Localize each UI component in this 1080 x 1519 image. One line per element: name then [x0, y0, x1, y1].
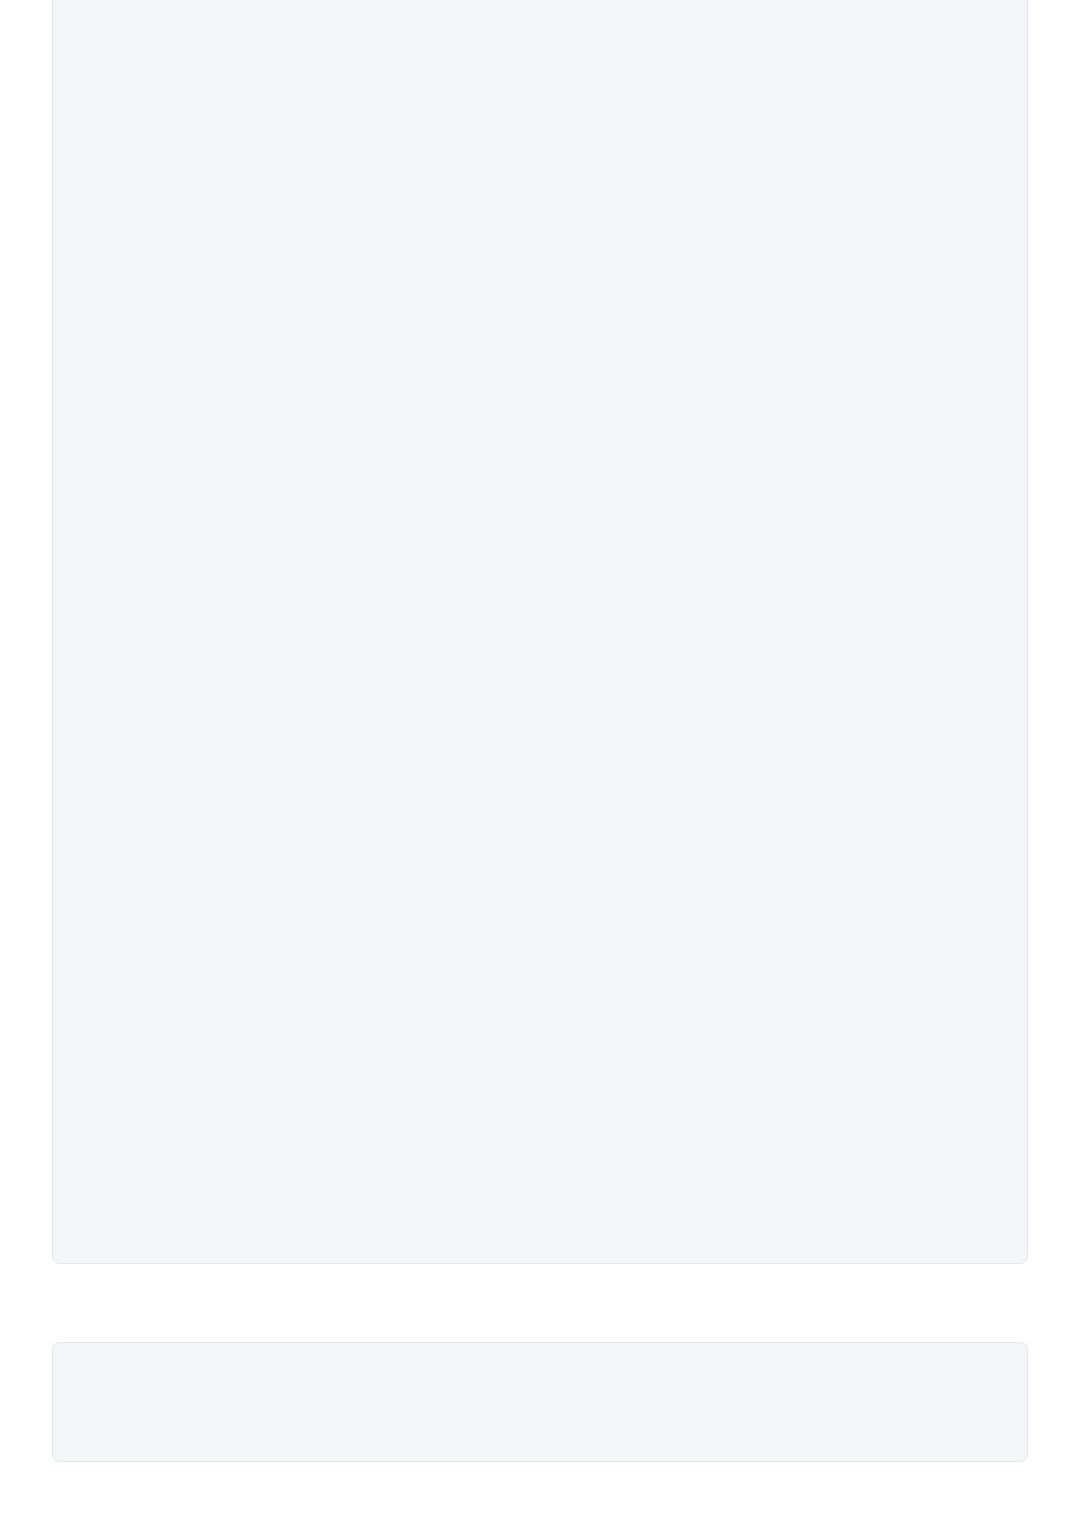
code-line	[53, 1399, 99, 1429]
code-block-output	[52, 0, 1028, 1264]
code-block-describe	[52, 1342, 1028, 1462]
